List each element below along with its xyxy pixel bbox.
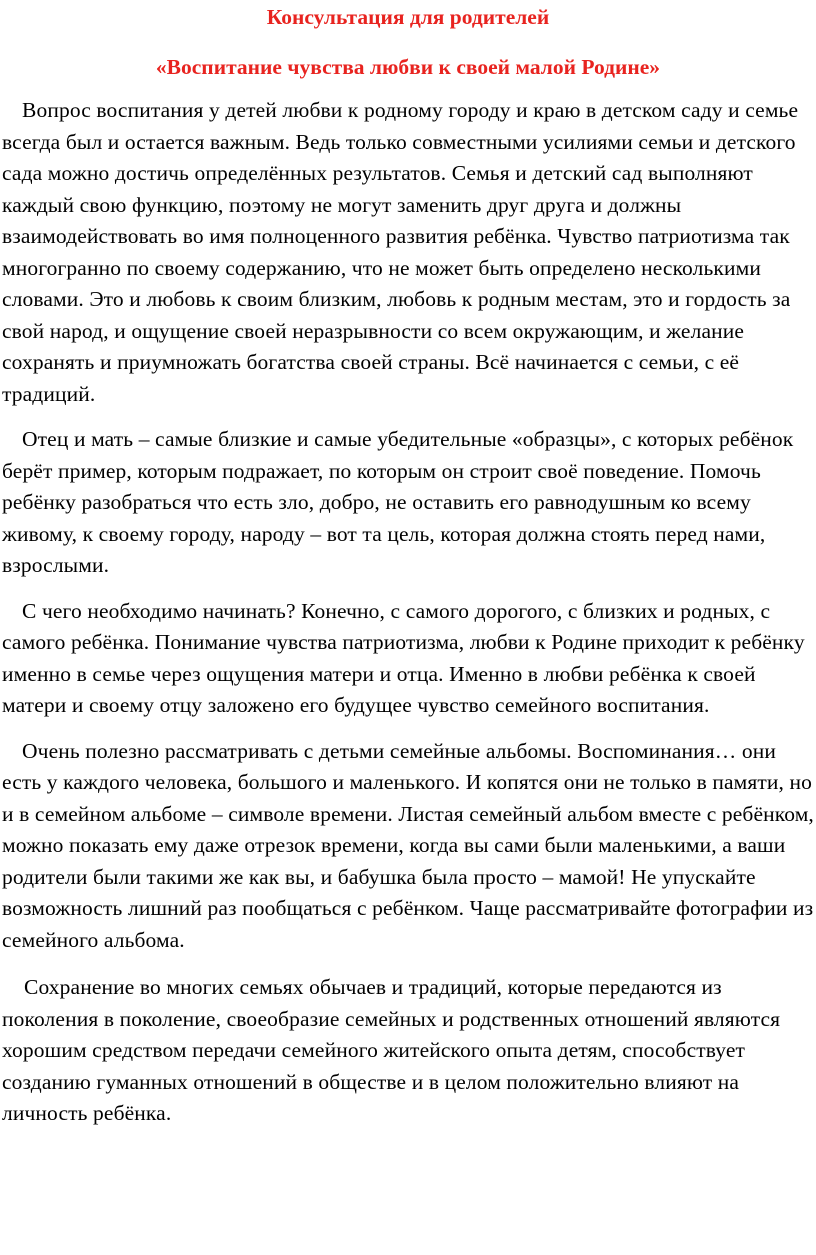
- document-heading: Консультация для родителей: [266, 5, 550, 29]
- paragraph-4: Очень полезно рассматривать с детьми семейные альбомы. Воспоминания… они есть у каждого человека, большого и маленького. И копятся они не только в памяти, но и в семейном альбоме – символе времени. Листая семейный альбом вместе с ребёнком, можно показать ему даже отрезок времени, когда вы сами были маленькими, а ваши родители были такими же как вы, и бабушка была просто – мамой! Не упускайте возможность лишний раз пообщаться с ребёнком. Чаще рассматривайте фотографии из семейного альбома.: [2, 738, 814, 952]
- paragraph-1: Вопрос воспитания у детей любви к родному городу и краю в детском саду и семье всегда был и остается важным. Ведь только совместными усилиями семьи и детского сада можно достичь определённых результатов. Семья и детский сад выполняют каждый свою функцию, поэтому не могут заменить друг друга и должны взаимодействовать во имя полноценного развития ребёнка. Чувство патриотизма так многогранно по своему содержанию, что не может быть определено несколькими словами. Это и любовь к своим близким, любовь к родным местам, это и гордость за свой народ, и ощущение своей неразрывности со всем окружающим, и желание сохранять и приумножать богатства своей страны. Всё начинается с семьи, с её традиций.: [2, 98, 799, 406]
- paragraph-2: Отец и мать – самые близкие и самые убедительные «образцы», с которых ребёнок берёт пример, которым подражает, по которым он строит своё поведение. Помочь ребёнку разобраться что есть зло, добро, не оставить его равнодушным ко всему живому, к своему городу, народу – вот та цель, которая должна стоять перед нами, взрослыми.: [2, 427, 794, 577]
- document-subheading: «Воспитание чувства любви к своей малой Родине»: [155, 55, 661, 79]
- paragraph-3: С чего необходимо начинать? Конечно, с самого дорогого, с близких и родных, с самого ребёнка. Понимание чувства патриотизма, любви к Родине приходит к ребёнку именно в семье через ощущения матери и отца. Именно в любви ребёнка к своей матери и своему отцу заложено его будущее чувство семейного воспитания.: [2, 598, 805, 717]
- paragraph-5: Сохранение во многих семьях обычаев и традиций, которые передаются из поколения в поколение, своеобразие семейных и родственных отношений являются хорошим средством передачи семейного житейского опыта детям, способствует созданию гуманных отношений в обществе и в целом положительно влияют на личность ребёнка.: [2, 975, 781, 1125]
